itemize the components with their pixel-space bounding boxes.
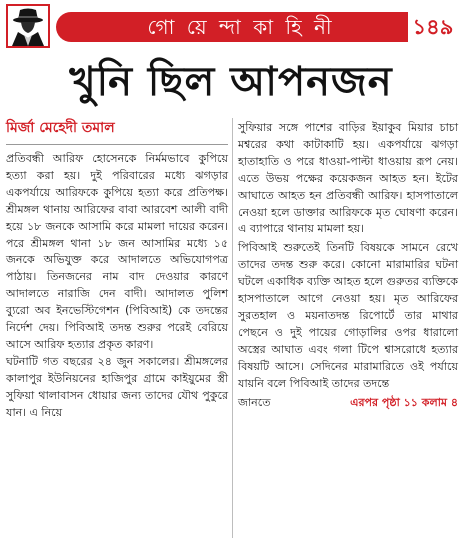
section-header — [0, 0, 462, 50]
continuation-note: এরপর পৃষ্ঠা ১১ কলাম ৪ — [346, 395, 458, 412]
section-title: গো য়ে ন্দা কা হি নী — [147, 15, 335, 39]
right-column — [238, 120, 458, 411]
last-word: জানতে — [238, 395, 271, 409]
body-paragraph: পিবিআই শুরুতেই তিনটি বিষয়কে সামনে রেখে তাদের তদন্ত শুরু করে। কোনো মারামারির ঘটনা ঘটলে একাধিক ব্যক্তি আহত হলে গুরুতর ব্যক্তিকে হাসপাতালে আগে নেওয়া হয়। মৃত আরিফের সুরতহাল ও ময়নাতদন্ত রিপোর্টে তার মাথার পেছনে ও দুই পায়ের গোড়ালির ওপর ধারালো অস্ত্রের আঘাত এবং গলা টিপে শ্বাসরোধে হত্যার বিষয়টি আসে। সেদিনের মারামারিতে ওই পর্যায়ে যায়নি বলে পিবিআই তাদের তদন্তে — [238, 241, 458, 390]
detective-silhouette-icon — [6, 4, 50, 48]
body-paragraph: প্রতিবন্ধী আরিফ হোসেনকে নির্মমভাবে কুপিয়ে হত্যা করা হয়। দুই পরিবারের মধ্যে ঝগড়ার একপর্যায়ে আরিফকে কুপিয়ে হত্যা করে প্রতিপক্ষ। শ্রীমঙ্গল থানায় আরিফের বাবা আরবেশ আলী বাদী হয়ে ১৮ জনকে আসামি করে মামলা দায়ের করেন। পরে শ্রীমঙ্গল থানা ১৮ জন আসামির মধ্যে ১৫ জনকে অভিযুক্ত করে আদালতে অভিযোগপত্র পাঠায়। তিনজনের নাম বাদ দেওয়ার কারণে আদালতে নারাজি দেন বাদী। আদালত পুলিশ ব্যুরো অব ইনভেস্টিগেশন (পিবিআই) কে তদন্তের নির্দেশ দেয়। পিবিআই তদন্ত শুরুর পরেই বেরিয়ে আসে আরিফ হত্যার প্রকৃত কারণ। — [6, 152, 228, 351]
episode-badge — [408, 12, 458, 42]
episode-number: ১৪৯ — [412, 15, 454, 39]
author-byline: মির্জা মেহেদী তমাল — [6, 120, 115, 136]
body-paragraph: ঘটনাটি গত বছরের ২৪ জুন সকালের। শ্রীমঙ্গলের কালাপুর ইউনিয়নের হাজিপুর গ্রামে কাইয়ুমের স্ত্রী সুফিয়া থালাবাসন ধোয়ার জন্য তাদের যৌথ পুকুরে যান। এ নিয়ে — [6, 354, 228, 419]
left-column — [6, 118, 228, 422]
byline-rule — [6, 144, 228, 145]
section-banner — [56, 12, 408, 42]
last-line — [238, 395, 458, 412]
article-headline: খুনি ছিল আপনজন — [69, 59, 393, 105]
column-divider — [232, 118, 233, 538]
body-paragraph: সুফিয়ার সঙ্গে পাশের বাড়ির ইয়াকুব মিয়ার চাচা মশ্বরের কথা কাটাকাটি হয়। একপর্যায়ে ঝগড়া হাতাহাতি ও পরে ধাওয়া-পাল্টা ধাওয়ায় রূপ নেয়। এতে উভয় পক্ষের কয়েকজন আহত হন। ইটের আঘাতে আহত হন প্রতিবন্ধী আরিফ। হাসপাতালে নেওয়া হলে ডাক্তার আরিফকে মৃত ঘোষণা করেন। এ ব্যাপারে থানায় মামলা হয়। — [238, 121, 458, 236]
